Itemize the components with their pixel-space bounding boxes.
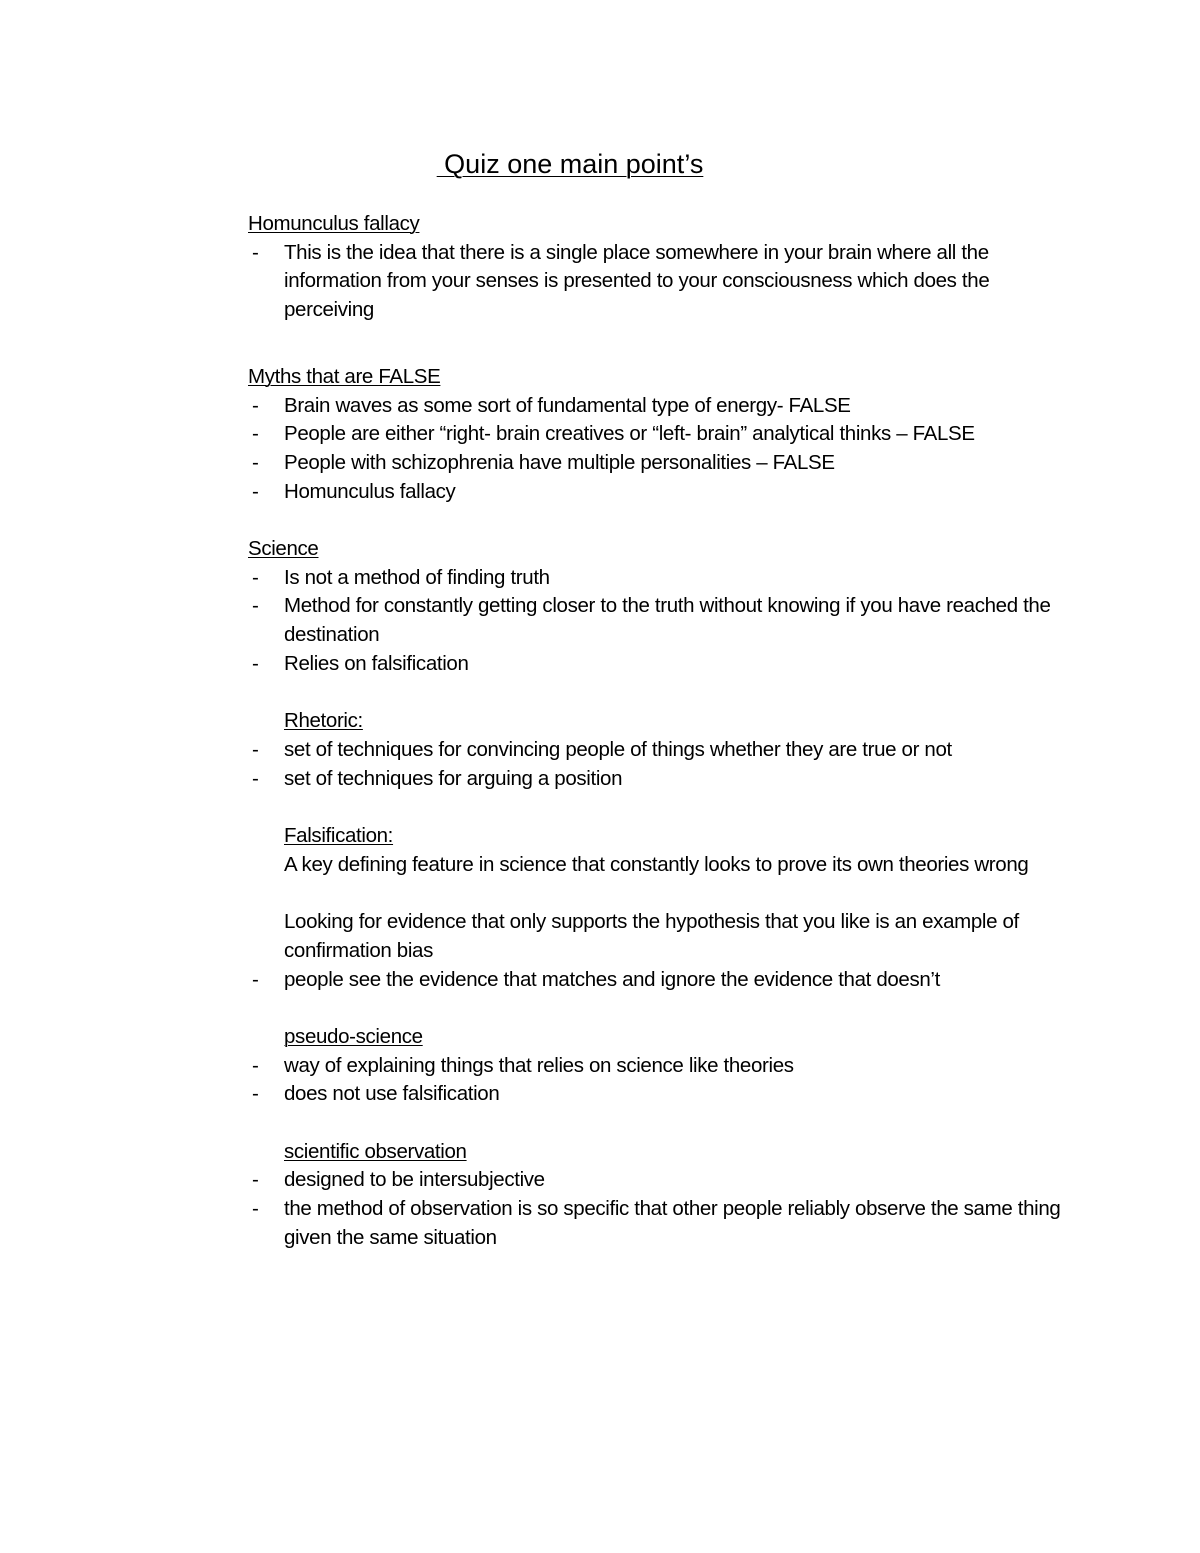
dash-bullet: - (252, 393, 259, 417)
bullet-list (248, 1052, 1068, 1109)
dash-bullet: - (252, 240, 259, 264)
list-item: - the method of observation is so specific that other people reliably observe the same thing given the same situation (252, 1197, 1061, 1249)
list-item: - People are either “right- brain creatives or “left- brain” analytical thinks – FALSE (248, 420, 1068, 449)
spacer (248, 325, 1068, 363)
section-rhetoric (248, 707, 1068, 736)
section-heading: scientific observation (284, 1139, 467, 1163)
list-item: - Method for constantly getting closer to the truth without knowing if you have reached the destination (252, 594, 1051, 647)
list-item: - Brain waves as some sort of fundamental type of energy- FALSE (248, 392, 1068, 421)
spacer (248, 679, 1068, 708)
dash-bullet: - (252, 479, 259, 503)
section-falsification (248, 822, 1068, 851)
section-heading: Rhetoric: (284, 709, 363, 733)
dash-bullet: - (252, 450, 259, 474)
list-item: - Is not a method of finding truth (248, 564, 1068, 593)
section-homunculus (248, 210, 1068, 239)
section-myths (248, 363, 1068, 392)
list-item: - set of techniques for arguing a position (248, 765, 1068, 794)
spacer (248, 1109, 1068, 1138)
dash-bullet: - (252, 594, 259, 618)
list-item: - This is the idea that there is a single place somewhere in your brain where all the information from your senses is presented to your consciousness which does the perceiving (252, 240, 990, 322)
section-scientific-observation (248, 1138, 1068, 1167)
spacer (248, 506, 1068, 535)
bullet-list (248, 392, 1068, 507)
paragraph: Looking for evidence that only supports the hypothesis that you like is an example of confirmation bias (284, 910, 1019, 962)
document-body (248, 210, 1068, 1253)
dash-bullet: - (252, 651, 259, 675)
list-item: - Homunculus fallacy (248, 478, 1068, 507)
bullet-list (248, 564, 1068, 679)
dash-bullet: - (252, 1197, 259, 1221)
list-item: - does not use falsification (248, 1080, 1068, 1109)
dash-bullet: - (252, 1082, 259, 1106)
dash-bullet: - (252, 1053, 259, 1077)
bullet-list (248, 1166, 1068, 1252)
dash-bullet: - (252, 565, 259, 589)
list-item: - set of techniques for convincing people of things whether they are true or not (248, 736, 1068, 765)
section-science (248, 535, 1068, 564)
dash-bullet: - (252, 1168, 259, 1192)
bullet-list (248, 239, 1068, 325)
list-item: - designed to be intersubjective (248, 1166, 1068, 1195)
spacer (248, 793, 1068, 822)
list-item: - way of explaining things that relies on science like theories (248, 1052, 1068, 1081)
spacer (248, 994, 1068, 1023)
list-item: - Relies on falsification (248, 650, 1068, 679)
section-pseudo-science (248, 1023, 1068, 1052)
bullet-list (248, 966, 1068, 995)
list-item: - People with schizophrenia have multiple personalities – FALSE (248, 449, 1068, 478)
dash-bullet: - (252, 737, 259, 761)
section-heading: pseudo-science (284, 1024, 423, 1048)
section-heading: Science (248, 537, 319, 561)
spacer (248, 879, 1068, 908)
document-title: Quiz one main point’s (436, 149, 704, 179)
bullet-list (248, 736, 1068, 793)
section-heading: Myths that are FALSE (248, 364, 441, 388)
dash-bullet: - (252, 967, 259, 991)
dash-bullet: - (252, 766, 259, 790)
section-heading: Homunculus fallacy (248, 212, 420, 235)
dash-bullet: - (252, 422, 259, 446)
paragraph: A key defining feature in science that constantly looks to prove its own theories wrong (284, 852, 1029, 876)
section-heading: Falsification: (284, 824, 394, 848)
list-item: - people see the evidence that matches and ignore the evidence that doesn’t (248, 966, 1068, 995)
